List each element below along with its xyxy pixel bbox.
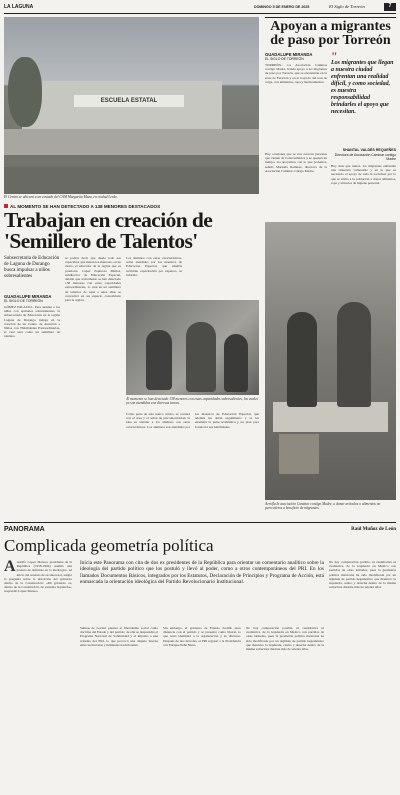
quote-mark-icon: " — [331, 49, 338, 63]
panorama-author: Raúl Muñoz de León — [351, 527, 396, 532]
panorama-col5: No hay comparación posible, ni cuantitativa ni cualitativa, de la izquierda en México con partidos de otras latitudes, pues la geometría política mexicana ha sido modificada por un régimen de partido hegemónico que mantuvo la izquierda, centro y derecha dentro de la misma estructura durante más de setenta años. — [246, 626, 324, 652]
story-title: Trabajan en creación de 'Semillero de Talentos' — [4, 208, 213, 253]
header-rule — [4, 13, 396, 14]
students-photo — [126, 300, 259, 395]
panorama-intro: Inicia este Panorama con cita de dos ex presidentes de la República para orientar un comentario analítico sobre la ideología del partido político que los postuló y llevó al poder, como a otros contemporáneos del PRI. En los llamados Documentos Básicos, integrados por los Estatutos, Declaración de Principios y Programa de Acción, está enmarcada la orientación ideológica del Partido Revolucionario Institucional. — [80, 560, 324, 586]
student-figure — [146, 330, 172, 390]
side-story-byline: GUADALUPE MIRANDA — [265, 52, 313, 57]
panorama-label: PANORAMA — [4, 526, 45, 533]
page-header — [4, 3, 396, 12]
pull-quote — [331, 49, 396, 116]
school-sign: ESCUELA ESTATAL — [74, 95, 184, 107]
drop-cap: A — [4, 560, 16, 575]
road — [4, 167, 259, 194]
school-photo — [4, 17, 259, 194]
panorama-col1-text: Adolfo López Mateos, presidente de la República (1958-1964) asumió una postura de definirse en lo ideológico. Al inicio del sexenio de su antecesor, surgió la pregunta sobre la ubicación del gobierno dentro de la Constitución: «Mi gobierno es, dentro de la Constitución, de extrema izquierda», respondió López Mateos. — [4, 560, 72, 594]
side-story-body2: Hay ocasiones que se nos acercan personas que vienen de Centroamérica y se quedan un tiempo, los apoyamos con lo que podemos, señaló Marisela Ramírez, directora de la Asociación Caminar contigo Madre. — [265, 152, 327, 173]
student-figure — [186, 322, 216, 392]
quote-role: Directora de Asociación Caminar contigo Madre — [334, 153, 396, 161]
side-story-rule — [265, 17, 396, 18]
story-summary: Subsecretaria de Educación de Laguna de Durango busca impulsar a niños sobresalientes — [4, 256, 60, 279]
migrants-photo — [265, 222, 396, 500]
side-story-body: TORREÓN.- La Asociación Caminos contigo Madre, brinda apoyo a los migrantes de paso por Torreón, que se encuentran en la zona de Estación y en el trayecto del tren de carga, con alimentos, ropa y medicamentos. — [265, 63, 327, 84]
tree — [8, 57, 42, 127]
story-byline-org: EL SIGLO DE TORREÓN — [4, 299, 43, 303]
header-date: DOMINGO 5 DE ENERO DE 2025 — [254, 4, 310, 9]
photo-caption: El Centro se ubicará a un costado del CAM Margarita Maza, en ciudad Lerdo. — [4, 195, 118, 199]
section-name: LA LAGUNA — [4, 4, 34, 10]
person-figure — [337, 302, 371, 407]
panorama-col3: Salinas de Gortari planteó el liberalismo social como doctrina del Estado y del partido; de ella se desprendió el Programa Nacional de Solidaridad y el impulso a una reforma del PRI, lo que provocó una disputa interna entre tecnócratas y militantes tradicionales. — [80, 626, 158, 647]
supplies-box — [279, 434, 319, 474]
panorama-title: Complicada geometría política — [4, 536, 214, 555]
page-number: 7 — [384, 3, 396, 11]
story-byline: GUADALUPE MIRANDA — [4, 294, 52, 299]
side-story-body3: Hoy más que nunca, los migrantes enfrentan una situación vulnerable y en la que es necesario el apoyo de toda la sociedad, por lo que se invita a la población a donar alimentos, ropa y artículos de higiene personal. — [331, 164, 396, 185]
person-figure — [287, 312, 317, 407]
student-figure — [224, 334, 248, 392]
story-lead: GÓMEZ PALACIO.- Para atender a los niños con aptitudes sobresalientes, la subsecretaria de Educación en la región Laguna de Durango trabaja en la creación de un Centro de Atención a Niños con Habilidades Extraordinarias, el cual será como un semillero de talentos. — [4, 305, 60, 339]
kicker-text: AL MOMENTO SE HAN DETECTADO A 138 MENORES DESTACADOS — [10, 204, 161, 209]
panorama-col6: No hay comparación posible, ni cuantitativa ni cualitativa, de la izquierda en México con partidos de otras latitudes, pues la geometría política mexicana ha sido modificada por un régimen de partido hegemónico que mantuvo la izquierda, centro y derecha dentro de la misma estructura durante más de setenta años. — [329, 560, 396, 590]
quote-author: SHANTAL VALDÉS REQUEÑES — [342, 148, 396, 152]
story-body-col2: se podría decir que desde todo ese capacidad, que tienen los menores, en un cierto, el educador de la región que es promotor. Capaz Espinoza Muñoz, subdirector de Educación Especial, detalló que al momento se han detectado 138 menores con estas capacidades extraordinarias, lo cual en un semillero de talentos de aquí a unos años se convertirá en un espacio consolidado para la región. — [65, 256, 121, 303]
panorama-rule — [4, 522, 396, 523]
school-wall — [4, 129, 259, 155]
panorama-col1 — [4, 560, 72, 792]
side-story-title: Apoyan a migrantes de paso por Torreón — [270, 19, 391, 48]
pull-quote-text: Los migrantes que llegan a nuestra ciudad enfrentan una realidad difícil, y como sociedad, es nuestra responsabilidad brindarles el apoyo que necesitan. — [331, 60, 394, 115]
panorama-col4: Sin embargo, el gobierno de Ernesto Zedillo puso distancia con el partido y se presentó como liberal, lo que restó identidad a la organización y su discurso. Después de dos derrotas, el PRI regresó a la Presidencia con Enrique Peña Nieto. — [163, 626, 241, 647]
story-body-col3: Los alumnos con estas características, serán atendidos por los maestros de Educación Especial, que además recibirán capacitación por expertos, se informó. — [126, 256, 182, 277]
migrants-photo-caption: Aerofla la asociación Caminar contigo Madre, a donar artículos o alimentos no perecederos a beneficio de migrantes. — [265, 502, 381, 511]
story-body-col4: Como parte de este nuevo centro, se contará con el área y el salón de psicomotricidad, la idea es atender a los alumnos con estas características. Los alumnos son atendidos por los maestros de Educación Especial, que además les darán seguimiento y se les enseñará la parte académica y un plan para fortalecer sus habilidades. — [126, 412, 259, 429]
newspaper-name: El Siglo de Torreón — [329, 4, 365, 9]
side-story-byline-org: EL SIGLO DE TORREÓN — [265, 57, 304, 61]
students-photo-caption: Al momento se han detectado 138 menores con estas capacidades sobresalientes, los cuales ya son atendidos con diversas tareas. — [126, 397, 258, 406]
